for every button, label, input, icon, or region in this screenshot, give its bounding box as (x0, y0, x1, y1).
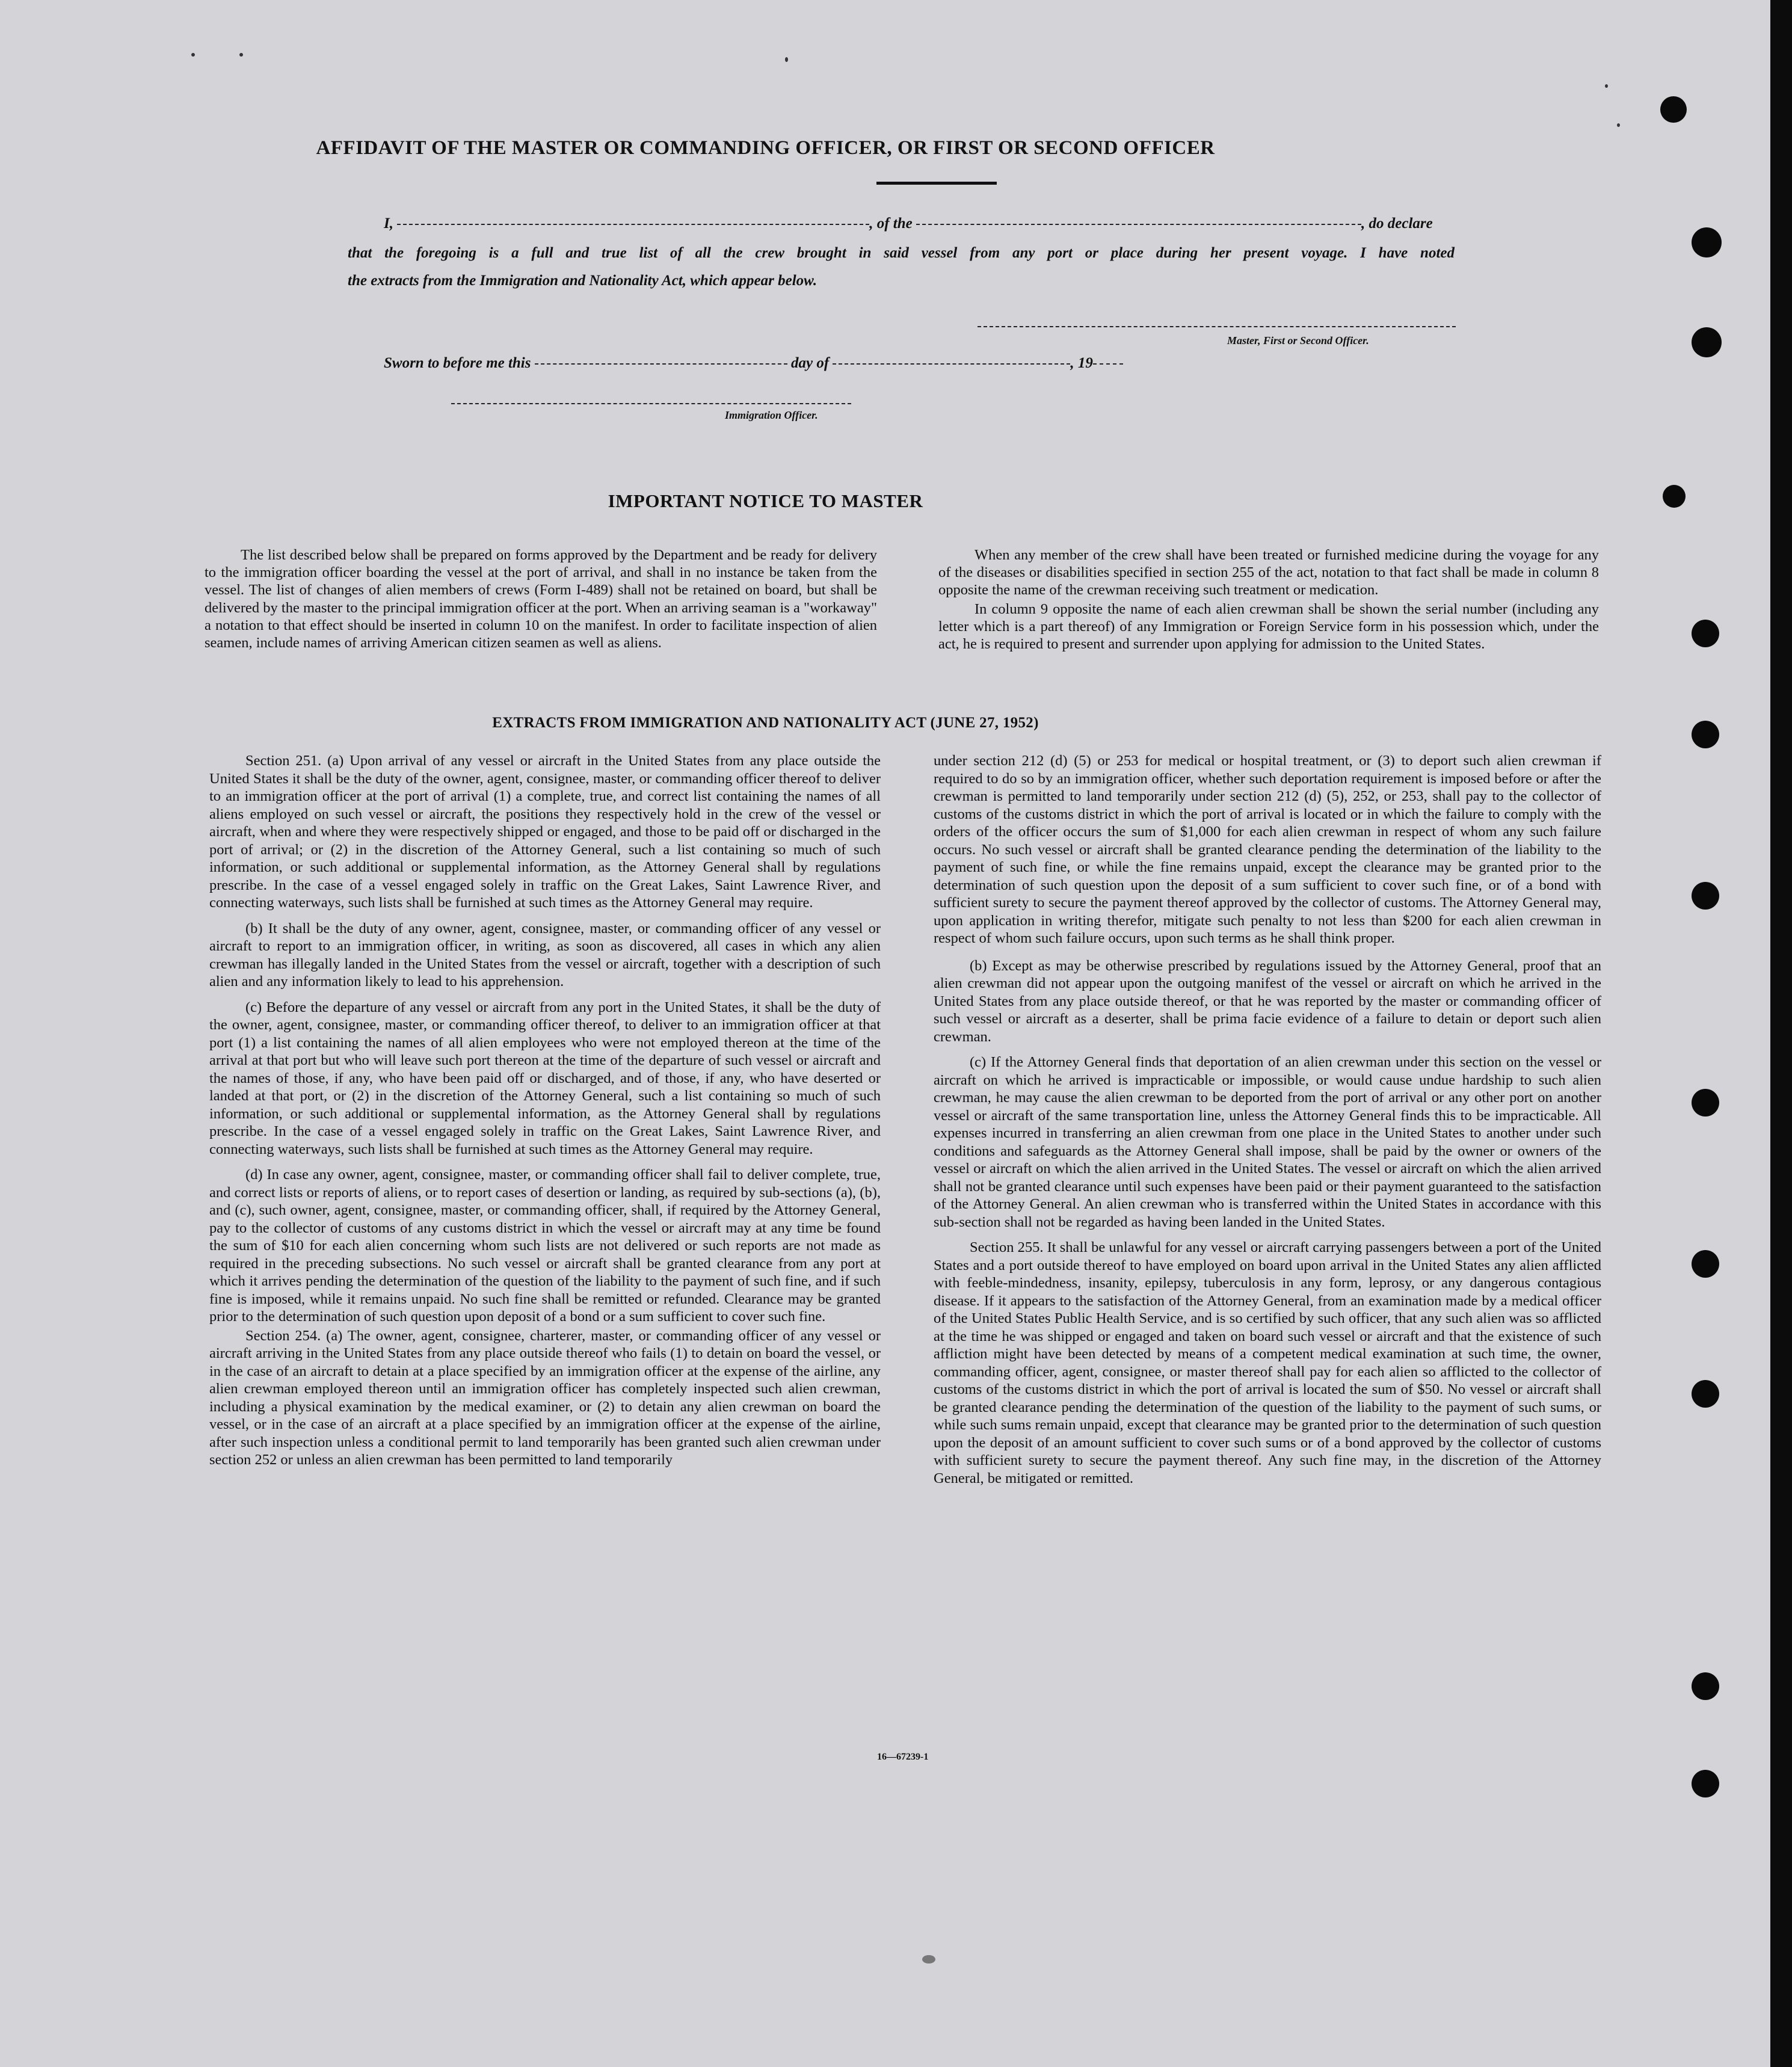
vessel-prefix: , of the (869, 215, 913, 232)
speck (191, 53, 195, 57)
speck (922, 1955, 935, 1964)
binder-hole (1663, 485, 1686, 508)
declare-suffix: , do declare (1361, 215, 1433, 232)
declaration-line-2: the extracts from the Immigration and Nationality Act, which appear below. (348, 273, 817, 289)
speck (785, 57, 788, 62)
notice-paragraph: When any member of the crew shall have been treated or furnished medicine during the voyage for any of the diseases or disabilities specified in section 255 of the act, notation to that fact shall be made in column 8 opposite the name of the crewman receiving such treatment or medication. (938, 547, 1599, 599)
sworn-year-prefix: , 19 (1070, 355, 1093, 371)
sworn-month-field[interactable] (833, 363, 1070, 365)
binder-hole (1692, 882, 1719, 910)
binder-hole (1660, 96, 1687, 123)
binder-hole (1692, 1089, 1719, 1117)
binder-hole (1692, 1770, 1719, 1797)
section-251-b: (b) It shall be the duty of any owner, agent, consignee, master, or commanding officer of any vessel or aircraft to report to an immigration officer, in writing, as soon as discovered, all cases in which any alien crewman has illegally landed in the United States from the vessel or aircraft, together with a description of such alien and any information likely to lead to his apprehension. (209, 920, 881, 990)
binder-hole (1692, 620, 1719, 647)
speck (1605, 84, 1608, 88)
notice-left-column (205, 546, 877, 652)
declarant-prefix: I, (384, 215, 393, 232)
binder-hole (1692, 1672, 1719, 1700)
affidavit-title: AFFIDAVIT OF THE MASTER OR COMMANDING OFFICER, OR FIRST OR SECOND OFFICER (316, 137, 1215, 159)
declarant-line (384, 215, 1455, 232)
notice-paragraph: The list described below shall be prepared on forms approved by the Department and be ready for delivery to the immigration officer boarding the vessel at the port of arrival, and shall in no instance be taken from the vessel. The list of changes of alien members of crews (Form I-489) shall not be retained on board, but shall be delivered by the master to the principal immigration officer at the port. When an arriving seaman is a "workaway" a notation to that effect should be inserted in column 10 on the manifest. In order to facilitate inspection of alien seamen, include names of arriving American citizen seamen as well as aliens. (205, 547, 877, 652)
notice-title: IMPORTANT NOTICE TO MASTER (608, 490, 923, 511)
sworn-month-prefix: day of (790, 355, 830, 371)
binder-hole (1692, 227, 1722, 257)
binder-hole (1692, 1380, 1719, 1408)
section-255: Section 255. It shall be unlawful for any vessel or aircraft carrying passengers between a port of the United States and a port outside thereof to have employed on board upon arrival in the United States any alien afflicted with feeble-mindedness, insanity, epilepsy, tuberculosis in any form, leprosy, or any dangerous contagious disease. If it appears to the satisfaction of the Attorney General, from an examination made by a medical officer of the United States Public Health Service, and is so certified by such officer, that any such alien was so afflicted at the time he was shipped or engaged and taken on board such vessel or aircraft and that the existence of such affliction might have been detected by means of a competent medical examination at such time, the owner, commanding officer, agent, consignee, or master thereof shall pay for each alien so afflicted to the collector of customs of the customs district in which the port of arrival is located the sum of $50. No vessel or aircraft shall be granted clearance pending the determination of the question of the liability to the payment of such sums, or while such sums remain unpaid, except that clearance may be granted prior to the determination of such question upon the deposit of an amount sufficient to cover such sums or of a bond approved by the collector of customs with sufficient surety to secure the payment thereof. Any such fine may, in the discretion of the Attorney General, be mitigated or remitted. (934, 1239, 1601, 1486)
section-251-a: Section 251. (a) Upon arrival of any vessel or aircraft in the United States from any place outside the United States it shall be the duty of the owner, agent, consignee, master, or commanding officer thereof to deliver to an immigration officer at the port of arrival (1) a complete, true, and correct list containing the names of all aliens employed on such vessel or aircraft, the positions they respectively hold in the crew of the vessel or aircraft, when and where they were respectively shipped or engaged, and those to be paid off or discharged in the port of arrival; or (2) in the discretion of the Attorney General, such a list containing so much of such information, or such additional or supplemental information, as the Attorney General shall by regulations prescribe. In the case of a vessel engaged solely in traffic on the Great Lakes, Saint Lawrence River, and connecting waterways, such lists shall be furnished at such times as the Attorney General may require. (209, 753, 881, 911)
signature-caption: Master, First or Second Officer. (1227, 334, 1369, 347)
section-251-d: (d) In case any owner, agent, consignee, master, or commanding officer shall fail to deliver complete, true, and correct lists or reports of aliens, or to report cases of desertion or landing, as required by sub-sections (a), (b), and (c), such owner, agent, consignee, master, or commanding officer, shall, if required by the Attorney General, pay to the collector of customs of any customs district in which the vessel or aircraft may at any time be found the sum of $10 for each alien concerning whom such lists are not delivered or such reports are not made as required in the preceding subsections. No such vessel or aircraft shall be granted clearance from any port at which it arrives pending the determination of the question of the liability to the payment of such fine, and if such fine is imposed, while it remains unpaid. No such fine shall be remitted or refunded. Clearance may be granted prior to the determination of such question upon deposit of a bond or a sum sufficient to cover such fine. (209, 1166, 881, 1325)
declarant-name-field[interactable] (397, 224, 869, 225)
binder-hole (1692, 1250, 1719, 1278)
declaration-line-1: that the foregoing is a full and true list of all the crew brought in said vessel from any port or place during her present voyage. I have noted (348, 245, 1455, 261)
declaration-text (348, 239, 1455, 295)
binder-hole (1692, 721, 1719, 748)
section-251-c: (c) Before the departure of any vessel or aircraft from any port in the United States, it shall be the duty of the owner, agent, consignee, master, or commanding officer thereof, to deliver to an immigration officer at that port (1) a list containing the names of all alien employees who were not employed thereon at the time of the arrival at that port but who will leave such port thereon at the time of the departure of such vessel or aircraft and the names of those, if any, who have been paid off or discharged, and of those, if any, who have deserted or landed at that port, or (2) in the discretion of the Attorney General, such a list containing so much of such information, or such additional or supplemental information, as the Attorney General shall by regulations prescribe. In the case of a vessel engaged solely in traffic on the Great Lakes, Saint Lawrence River, and connecting waterways, such lists shall be furnished at such times as the Attorney General may require. (209, 999, 881, 1157)
section-254-a: Section 254. (a) The owner, agent, consignee, charterer, master, or commanding officer of any vessel or aircraft arriving in the United States from any place outside thereof who fails (1) to detain on board the vessel, or in the case of an aircraft to detain at a place specified by an immigration officer at the expense of the airline, any alien crewman employed thereon until an immigration officer has completely inspected such alien crewman, including a physical examination by the medical examiner, or (2) to detain any alien crewman on board the vessel, or in the case of an aircraft at a place specified by an immigration officer at the expense of the airline, after such inspection unless a conditional permit to land temporarily has been granted such alien crewman under section 252 or unless an alien crewman has been permitted to land temporarily (209, 1327, 881, 1468)
binder-hole (1692, 327, 1722, 357)
form-number: 16—67239-1 (877, 1752, 929, 1762)
notice-paragraph: In column 9 opposite the name of each alien crewman shall be shown the serial number (including any letter which is a part thereof) of any Immigration or Foreign Service form in his possession which, under the act, he is required to present and surrender upon applying for admission to the United States. (938, 600, 1599, 653)
speck (239, 53, 243, 57)
extracts-left-column (209, 752, 881, 1469)
sworn-year-field[interactable] (1093, 363, 1123, 365)
immigration-officer-signature-field[interactable] (451, 403, 851, 404)
notice-right-column (938, 546, 1599, 653)
extracts-right-column (934, 752, 1601, 1487)
immigration-officer-caption: Immigration Officer. (725, 409, 818, 421)
section-254-a-continued: under section 212 (d) (5) or 253 for medical or hospital treatment, or (3) to deport such alien crewman if required to do so by an immigration officer, whether such deportation requirement is imposed before or after the crewman is permitted to land temporarily under section 212 (d) (5), 252, or 253, shall pay to the collector of customs of the customs district in which the port of arrival is located or in which the failure to comply with the orders of the officer occurs the sum of $1,000 for each alien crewman in respect of whom any such failure occurs. No such vessel or aircraft shall be granted clearance pending the determination of the liability to the payment of such fine, or while the fine remains unpaid, except the clearance may be granted prior to the determination of such question upon the deposit of a sum sufficient to cover such fine, or of a bond with sufficient surety to secure the payment thereof approved by the collector of customs. The Attorney General may, upon application in writing therefor, mitigate such penalty to not less than $200 for each alien crewman in respect of whom such failure occurs, upon such terms as he shall think proper. (934, 753, 1601, 946)
sworn-prefix: Sworn to before me this (384, 355, 531, 371)
vessel-name-field[interactable] (916, 224, 1361, 225)
extracts-title: EXTRACTS FROM IMMIGRATION AND NATIONALITY ACT (JUNE 27, 1952) (492, 715, 1039, 731)
speck (1617, 123, 1620, 127)
sworn-day-field[interactable] (535, 363, 787, 365)
scan-border (1770, 0, 1792, 2067)
officer-signature-field[interactable] (978, 326, 1456, 327)
title-rule (876, 182, 997, 185)
section-254-b: (b) Except as may be otherwise prescribed by regulations issued by the Attorney General, proof that an alien crewman did not appear upon the outgoing manifest of the vessel or aircraft on which he arrived in the United States from any place outside thereof, or that he was reported by the master or commanding officer of such vessel or aircraft as a deserter, shall be prima facie evidence of a failure to detain or deport such alien crewman. (934, 957, 1601, 1045)
section-254-c: (c) If the Attorney General finds that deportation of an alien crewman under this section on the vessel or aircraft on which he arrived is impracticable or impossible, or would cause undue hardship to such alien crewman, he may cause the alien crewman to be deported from the port of arrival or any other port on another vessel or aircraft of the same transportation line, unless the Attorney General finds this to be impracticable. All expenses incurred in transferring an alien crewman from one place in the United States to another under such conditions and safeguards as the Attorney General shall impose, shall be paid by the owner or owners of the vessel or aircraft on which the alien arrived in the United States. The vessel or aircraft on which the alien arrived shall not be granted clearance until such expenses have been paid or their payment guaranteed to the satisfaction of the Attorney General. An alien crewman who is transferred within the United States in accordance with this sub-section shall not be regarded as having been landed in the United States. (934, 1054, 1601, 1230)
sworn-line (384, 355, 1123, 372)
